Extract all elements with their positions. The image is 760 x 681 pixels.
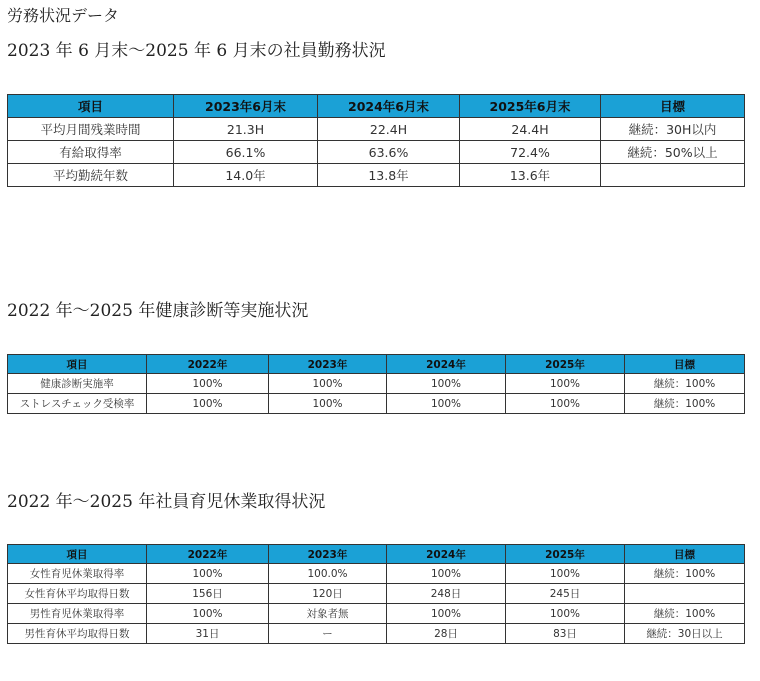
table-cell: 28日 [387, 624, 506, 644]
table-row [8, 374, 745, 394]
table-cell: 100% [387, 564, 506, 584]
table-cell: 100% [269, 374, 387, 394]
column-header: 項目 [8, 95, 174, 118]
work-status-table [7, 94, 745, 187]
table-cell: 83日 [506, 624, 625, 644]
table-cell: 100.0% [269, 564, 387, 584]
row-label-cell: 男性育児休業取得率 [8, 604, 147, 624]
table-cell: 100% [387, 394, 506, 414]
table-cell: 245日 [506, 584, 625, 604]
table-cell: 100% [506, 604, 625, 624]
health-check-table [7, 354, 745, 414]
column-header: 2022年 [147, 355, 269, 374]
table-cell: 継続：100% [625, 374, 745, 394]
table-cell: 継続：100% [625, 604, 745, 624]
table-row [8, 564, 745, 584]
table-row [8, 118, 745, 141]
row-label-cell: 平均勤続年数 [8, 164, 174, 187]
column-header: 2024年 [387, 545, 506, 564]
column-header: 目標 [625, 355, 745, 374]
table-cell: 13.8年 [318, 164, 460, 187]
table-cell: 100% [147, 374, 269, 394]
table-cell: 156日 [147, 584, 269, 604]
column-header: 2024年 [387, 355, 506, 374]
table-cell: ー [269, 624, 387, 644]
table-cell: 100% [387, 604, 506, 624]
table-cell: 100% [147, 394, 269, 414]
table-header-row [8, 545, 745, 564]
childcare-leave-table [7, 544, 745, 644]
table-cell: 21.3H [174, 118, 318, 141]
section-title-work-status: 2023 年 6 月末～2025 年 6 月末の社員勤務状況 [7, 41, 386, 61]
column-header: 2022年 [147, 545, 269, 564]
table-cell: 66.1% [174, 141, 318, 164]
column-header: 目標 [601, 95, 745, 118]
column-header: 2025年6月末 [460, 95, 601, 118]
table-cell: 24.4H [460, 118, 601, 141]
table-cell: 13.6年 [460, 164, 601, 187]
row-label-cell: 女性育児休業取得率 [8, 564, 147, 584]
table-cell: 100% [147, 604, 269, 624]
table-row [8, 584, 745, 604]
table-cell: 72.4% [460, 141, 601, 164]
column-header: 項目 [8, 545, 147, 564]
page-title: 労務状況データ [7, 6, 120, 25]
row-label-cell: 健康診断実施率 [8, 374, 147, 394]
section-title-childcare-leave: 2022 年～2025 年社員育児休業取得状況 [7, 492, 326, 512]
table-row [8, 141, 745, 164]
table-header-row [8, 355, 745, 374]
row-label-cell: ストレスチェック受検率 [8, 394, 147, 414]
column-header: 2025年 [506, 355, 625, 374]
column-header: 2023年6月末 [174, 95, 318, 118]
row-label-cell: 男性育休平均取得日数 [8, 624, 147, 644]
table-cell: 100% [506, 374, 625, 394]
table-row [8, 394, 745, 414]
table-row [8, 624, 745, 644]
column-header: 2025年 [506, 545, 625, 564]
table-cell: 63.6% [318, 141, 460, 164]
table-cell [601, 164, 745, 187]
table-cell: 100% [269, 394, 387, 414]
table-cell [625, 584, 745, 604]
table-header-row [8, 95, 745, 118]
table-cell: 120日 [269, 584, 387, 604]
table-cell: 100% [147, 564, 269, 584]
table-cell: 継続：100% [625, 564, 745, 584]
table-cell: 31日 [147, 624, 269, 644]
table-cell: 継続：50%以上 [601, 141, 745, 164]
table-row [8, 604, 745, 624]
table-row [8, 164, 745, 187]
table-cell: 14.0年 [174, 164, 318, 187]
table-cell: 継続：100% [625, 394, 745, 414]
table-cell: 継続：30日以上 [625, 624, 745, 644]
column-header: 2023年 [269, 545, 387, 564]
row-label-cell: 有給取得率 [8, 141, 174, 164]
section-title-health-check: 2022 年～2025 年健康診断等実施状況 [7, 301, 309, 321]
table-cell: 100% [387, 374, 506, 394]
table-cell: 22.4H [318, 118, 460, 141]
table-cell: 100% [506, 394, 625, 414]
table-cell: 248日 [387, 584, 506, 604]
column-header: 2024年6月末 [318, 95, 460, 118]
column-header: 項目 [8, 355, 147, 374]
column-header: 目標 [625, 545, 745, 564]
table-cell: 対象者無 [269, 604, 387, 624]
column-header: 2023年 [269, 355, 387, 374]
row-label-cell: 女性育休平均取得日数 [8, 584, 147, 604]
table-cell: 100% [506, 564, 625, 584]
table-cell: 継続：30H以内 [601, 118, 745, 141]
row-label-cell: 平均月間残業時間 [8, 118, 174, 141]
